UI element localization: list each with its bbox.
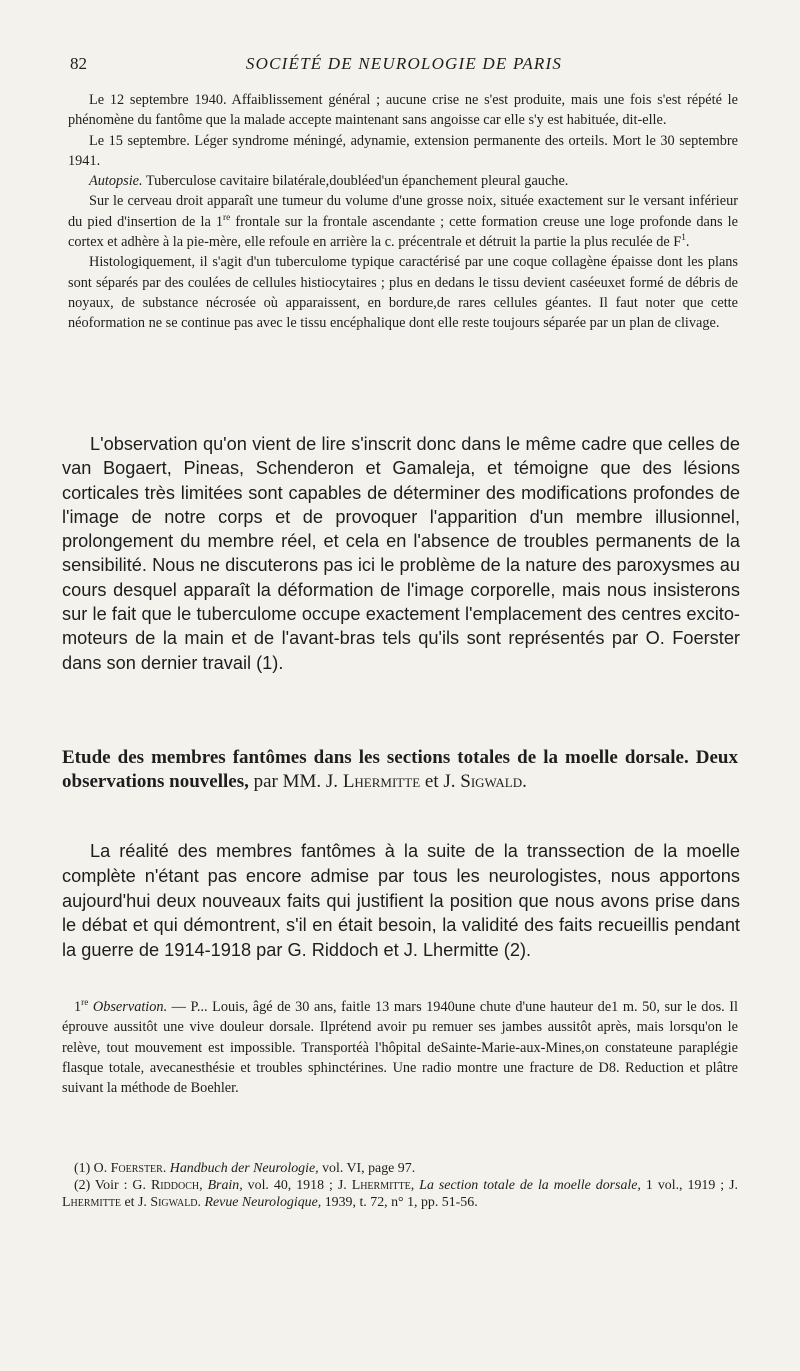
superscript: re	[223, 213, 231, 224]
observation-text: — P... Louis, âgé de 30 ans, faitle 13 mars 1940une chute d'une hauteur de1 m. 50, sur le dos. Il éprouve aussitôt une vive douleur dorsale. Ilprétend avoir pu remuer ses jambes aussitôt après, mais lorsqu'on le relève, tout mouvement est impossible. Transportéà l'hôpital deSainte-Marie-aux-Mines,on constateune paraplégie flasque totale, avecanesthésie et troubles sphinctérines. Une radio montre une fracture de D8. Reduction et plâtre suivant la méthode de Boehler.	[62, 999, 738, 1097]
superscript: re	[81, 998, 89, 1009]
footnote-author: Riddoch	[150, 1178, 200, 1193]
author-name: Lhermitte	[342, 771, 421, 792]
footnote-text: vol. 40, 1918 ; J.	[242, 1178, 352, 1193]
discussion-paragraph: L'observation qu'on vient de lire s'inscrit donc dans le même cadre que celles de van Bogaert, Pineas, Schenderon et Gamaleja, et témoigne que des lésions corticales très limitées sont capables de déterminer des modifications profondes de l'image de notre corps et de provoquer l'apparition d'un membre illusionnel, prolongement du membre réel, et cela en l'absence de troubles permanents de la sensibilité. Nous ne discuterons pas ici le problème de la nature des paroxysmes au cours desquel apparaît la déformation de l'image corporelle, mais nous insisterons sur le fait que le tuberculome occupe exactement l'emplacement des centres excito-moteurs de la main et de l'avant-bras tels qu'ils sont représentés par O. Foerster dans son dernier travail (1).	[62, 434, 740, 673]
footnote-text: ,	[199, 1178, 208, 1193]
footnote-author: Sigwald	[150, 1195, 198, 1210]
footnote-text: et J.	[121, 1195, 151, 1210]
footnotes	[62, 1160, 738, 1211]
footnote-title: Handbuch der Neurologie,	[169, 1161, 319, 1176]
discussion-section	[62, 432, 740, 675]
byline-text: et J.	[420, 771, 461, 792]
superscript: 1	[681, 233, 686, 244]
case-text: .	[685, 234, 690, 251]
footnote-2	[62, 1177, 738, 1211]
author-name: Sigwald	[460, 771, 523, 792]
autopsy-label: Autopsie.	[89, 173, 143, 190]
footnote-text: vol. VI, page 97.	[318, 1161, 416, 1176]
byline-text: par MM. J.	[248, 771, 343, 792]
footnote-1	[62, 1160, 738, 1177]
case-text: frontale sur la frontale ascendante ; cette formation creuse une loge profonde dans le cortex et adhère à la pie-mère, elle refoule en arrière la c. précentrale et détruit la partie la plus reculée de F	[68, 213, 738, 251]
autopsy-text: Tuberculose cavitaire bilatérale,doubléed'un épanchement pleural gauche.	[142, 173, 569, 190]
case-paragraph: Le 12 septembre 1940. Affaiblissement général ; aucune crise ne s'est produite, mais une fois s'est répété le phénomène du fantôme que la malade accepte maintenant sans angoisse car elle s'y est habituée, dit-elle.	[68, 92, 738, 129]
footnote-text: 1939, t. 72, n° 1, pp. 51-56.	[321, 1195, 478, 1210]
byline-text: .	[522, 771, 527, 792]
footnote-text: 1 vol., 1919 ; J.	[640, 1178, 739, 1193]
footnote-author: Lhermitte	[351, 1178, 411, 1193]
observation-paragraph	[62, 997, 738, 1098]
footnote-author: Foerster	[110, 1161, 163, 1176]
page-number: 82	[70, 54, 87, 73]
section-heading	[62, 746, 738, 794]
footnote-text: (1) O.	[74, 1161, 111, 1176]
observation-label: Observation.	[88, 999, 168, 1015]
histology-paragraph: Histologiquement, il s'agit d'un tuberculome typique caractérisé par une coque collagène épaisse dont les plans sont séparés par des coulées de cellules histiocytaires ; plus en dedans le tissu devient caséeuxet formé de débris de noyaux, de substance nécrosée où apparaissent, en bordure,de rares cellules géantes. Il faut noter que cette néoformation ne se continue pas avec le tissu encéphalique dont elle reste toujours séparée par un plan de clivage.	[68, 254, 738, 332]
footnote-text: (2) Voir : G.	[74, 1178, 151, 1193]
footnote-text: ,	[410, 1178, 420, 1193]
section-title: Etude des membres fantômes dans les sections totales de la moelle dorsale. Deux observations nouvelles,	[62, 747, 738, 792]
footnote-author: Lhermitte	[62, 1195, 122, 1210]
case-paragraph	[68, 191, 738, 252]
intro-section	[62, 839, 740, 963]
footnote-text: .	[197, 1195, 205, 1210]
footnote-title: Revue Neurologique,	[204, 1195, 322, 1210]
observation-section	[62, 997, 738, 1098]
footnote-title: La section totale de la moelle dorsale,	[419, 1178, 641, 1193]
observation-number: 1	[74, 999, 82, 1015]
case-text: Sur le cerveau droit apparaît une tumeur du volume d'une grosse noix, située exactement sur le versant inférieur du pied d'insertion de la 1	[68, 193, 738, 230]
footnote-title: Brain,	[207, 1178, 243, 1193]
case-paragraph: Le 15 septembre. Léger syndrome méningé, adynamie, extension permanente des orteils. Mort le 30 septembre 1941.	[68, 132, 738, 169]
journal-title: SOCIÉTÉ DE NEUROLOGIE DE PARIS	[245, 54, 563, 73]
case-report	[68, 90, 738, 334]
running-head	[70, 54, 738, 78]
footnote-text: .	[162, 1161, 170, 1176]
intro-paragraph: La réalité des membres fantômes à la suite de la transsection de la moelle complète n'étant pas encore admise par tous les neurologistes, nous apportons aujourd'hui deux nouveaux faits qui justifient la position que nous avons prise dans le débat et qui démontrent, s'il en était besoin, la validité des faits recueillis pendant la guerre de 1914-1918 par G. Riddoch et J. Lhermitte (2).	[62, 841, 740, 961]
autopsy-paragraph	[68, 171, 738, 191]
